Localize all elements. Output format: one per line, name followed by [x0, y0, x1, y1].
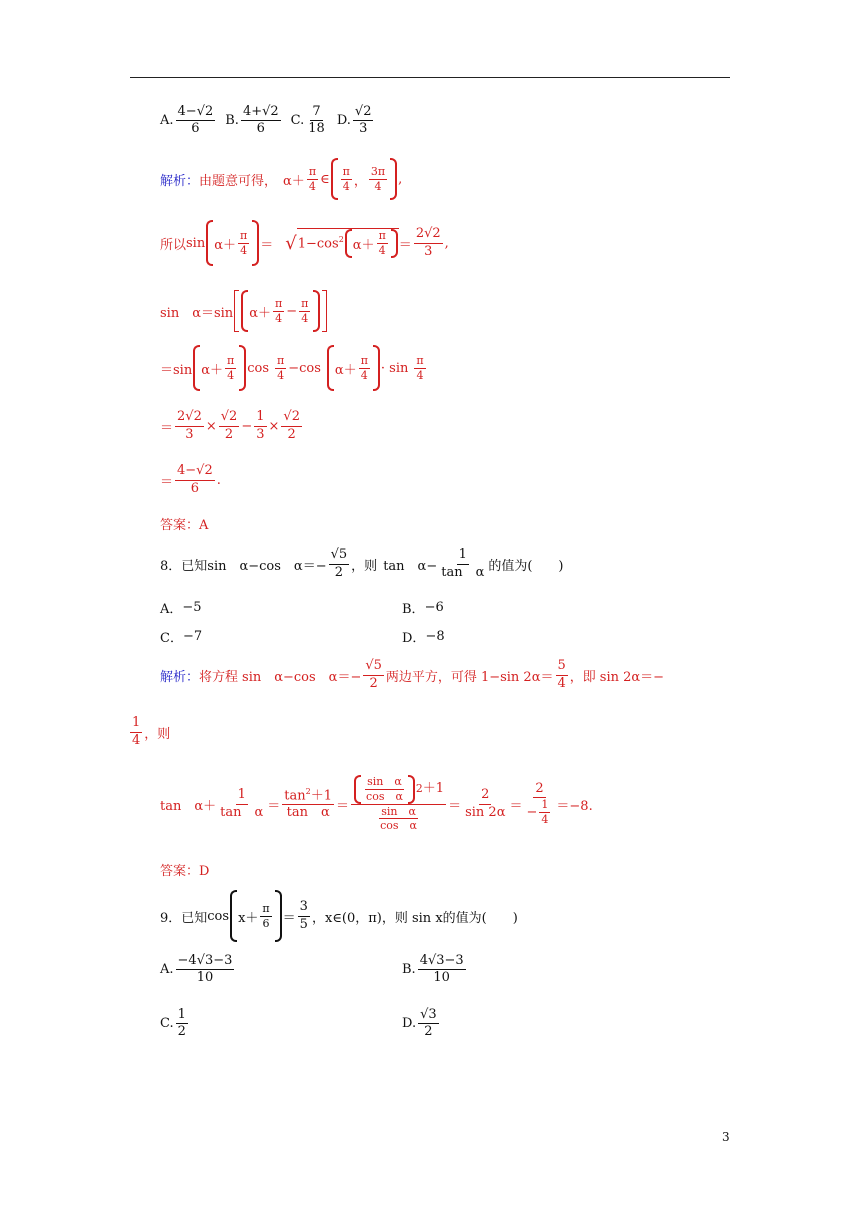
- question-text: ，则: [351, 558, 378, 574]
- analysis-label: 解析：: [160, 669, 200, 685]
- q7-analysis-line-5: ＝ $\frac{2√2}{3}$ × $\frac{√2}{2}$ − $\frac{1}{3}$ × $\frac{√2}{2}$: [160, 409, 300, 442]
- q8-analysis-line-1: 解析： 将方程 sin α−cos α＝− $\frac{√5}{2}$ 两边平方，可得 1−sin 2α＝ $\frac{5}{4}$ ，即 sin 2α＝−: [160, 658, 665, 691]
- analysis-text: 由题意可得，: [199, 173, 278, 189]
- fraction-numerator: 7: [310, 104, 322, 121]
- fraction-denominator: 18: [308, 121, 325, 137]
- formula: ∈: [320, 171, 330, 187]
- q7-answer: 答案：A: [160, 518, 209, 533]
- question-text: 的值为( ): [442, 910, 518, 926]
- q8-answer: 答案：D: [160, 864, 210, 879]
- option-label: C.: [160, 1016, 174, 1032]
- option-label: D.: [336, 113, 351, 129]
- option-label: A.: [160, 962, 174, 978]
- page-number: 3: [722, 1130, 730, 1144]
- analysis-text: 所以: [160, 237, 187, 253]
- option-label: B.: [402, 962, 416, 978]
- q8-option-c: [160, 627, 202, 646]
- option-label: D.: [402, 1016, 417, 1032]
- analysis-text: ，即: [569, 669, 596, 685]
- option-label: A.: [160, 113, 174, 129]
- q7-analysis-line-1: 解析： 由题意可得， α＋ $\frac{\pi}{4}$ ∈ $\frac{\pi}{4}$ ， $\frac{3\pi}{4}$ ,: [160, 158, 402, 200]
- question-text: 8．已知: [160, 558, 208, 574]
- fraction-numerator: −4√3−3: [176, 953, 235, 970]
- fraction-numerator: 4√3−3: [418, 953, 466, 970]
- option-label: D．: [402, 631, 426, 646]
- q8-analysis-line-3: tan α＋ $\frac{1}{\text{tan α}}$ ＝ $\frac{\tan^2+1}{\text{tan α}}$ ＝ $\frac{\text{sin α}}{\text{cos α}}$ 2 ＋1 $\frac{\text{sin α}}{\text{cos α}}$ ＝ $\frac{2}{\sin 2\alpha}$ ＝ 2 − $\frac{1}{4}$ ＝−8.: [160, 775, 593, 833]
- question-text: 的值为( ): [488, 558, 564, 574]
- fraction-denominator: 2: [424, 1024, 433, 1040]
- option-label: B.: [225, 113, 239, 129]
- q9-stem: 9．已知 cos x＋ $\frac{\pi}{6}$ ＝ $\frac{3}{5}$ ，x∈(0，π)，则 sin x 的值为( ): [160, 890, 518, 942]
- fraction-denominator: 10: [433, 970, 450, 986]
- fraction-numerator: 4−√2: [176, 104, 216, 121]
- q9-option-c: [160, 1007, 190, 1041]
- q9-option-a: [160, 953, 236, 987]
- fraction-numerator: 1: [176, 1007, 188, 1024]
- fraction-numerator: √2: [353, 104, 374, 121]
- q7-analysis-line-3: sin α＝sin α＋ $\frac{\pi}{4}$ − $\frac{\pi}{4}$: [160, 290, 328, 332]
- q9-option-b: [402, 953, 468, 987]
- q7-options: [160, 104, 375, 138]
- q8-option-d: [402, 627, 445, 646]
- header-rule: [130, 77, 730, 78]
- q8-stem: 8．已知 sin α−cos α＝− $\frac{√5}{2}$ ，则 tan α− $\frac{1}{\text{tan α}}$ 的值为( ): [160, 547, 564, 580]
- question-text: 9．已知: [160, 910, 208, 926]
- analysis-label: 解析：: [160, 173, 200, 189]
- option-label: C．: [160, 631, 183, 646]
- fraction-numerator: √3: [418, 1007, 439, 1024]
- q7-analysis-line-6: ＝ $\frac{4-√2}{6}$ .: [160, 463, 221, 496]
- fraction-denominator: 2: [177, 1024, 186, 1040]
- analysis-text: ，则: [144, 726, 171, 742]
- option-value: −8: [425, 629, 445, 644]
- q8-option-b: [402, 598, 444, 617]
- option-value: −5: [182, 600, 202, 615]
- q9-option-d: [402, 1007, 441, 1041]
- analysis-text: 两边平方，可得: [385, 669, 477, 685]
- fraction-denominator: 10: [196, 970, 214, 986]
- q8-option-a: [160, 598, 202, 617]
- option-value: −7: [182, 629, 203, 644]
- option-label: C.: [290, 113, 305, 129]
- analysis-text: 将方程: [199, 669, 239, 685]
- fraction-denominator: 6: [191, 121, 200, 137]
- fraction-denominator: 6: [256, 121, 265, 137]
- q7-analysis-line-2: 所以 sin α＋ $\frac{\pi}{4}$ ＝ √ $1-\cos^2$ α＋ $\frac{\pi}{4}$ ＝ $\frac{2√2}{3}$ ,: [160, 220, 449, 266]
- q8-analysis-line-2: $\frac{1}{4}$ ，则: [132, 715, 171, 748]
- fraction-numerator: 4+√2: [241, 104, 281, 121]
- option-value: −6: [424, 600, 444, 615]
- option-label: B．: [402, 602, 425, 617]
- option-label: A．: [160, 602, 183, 617]
- fraction-denominator: 3: [359, 121, 368, 137]
- formula: α＋: [283, 173, 305, 189]
- q7-analysis-line-4: ＝sin α＋ $\frac{\pi}{4}$ cos $\frac{\pi}{4}$ −cos α＋ $\frac{\pi}{4}$ · sin $\frac{\pi}{4}$: [160, 345, 428, 391]
